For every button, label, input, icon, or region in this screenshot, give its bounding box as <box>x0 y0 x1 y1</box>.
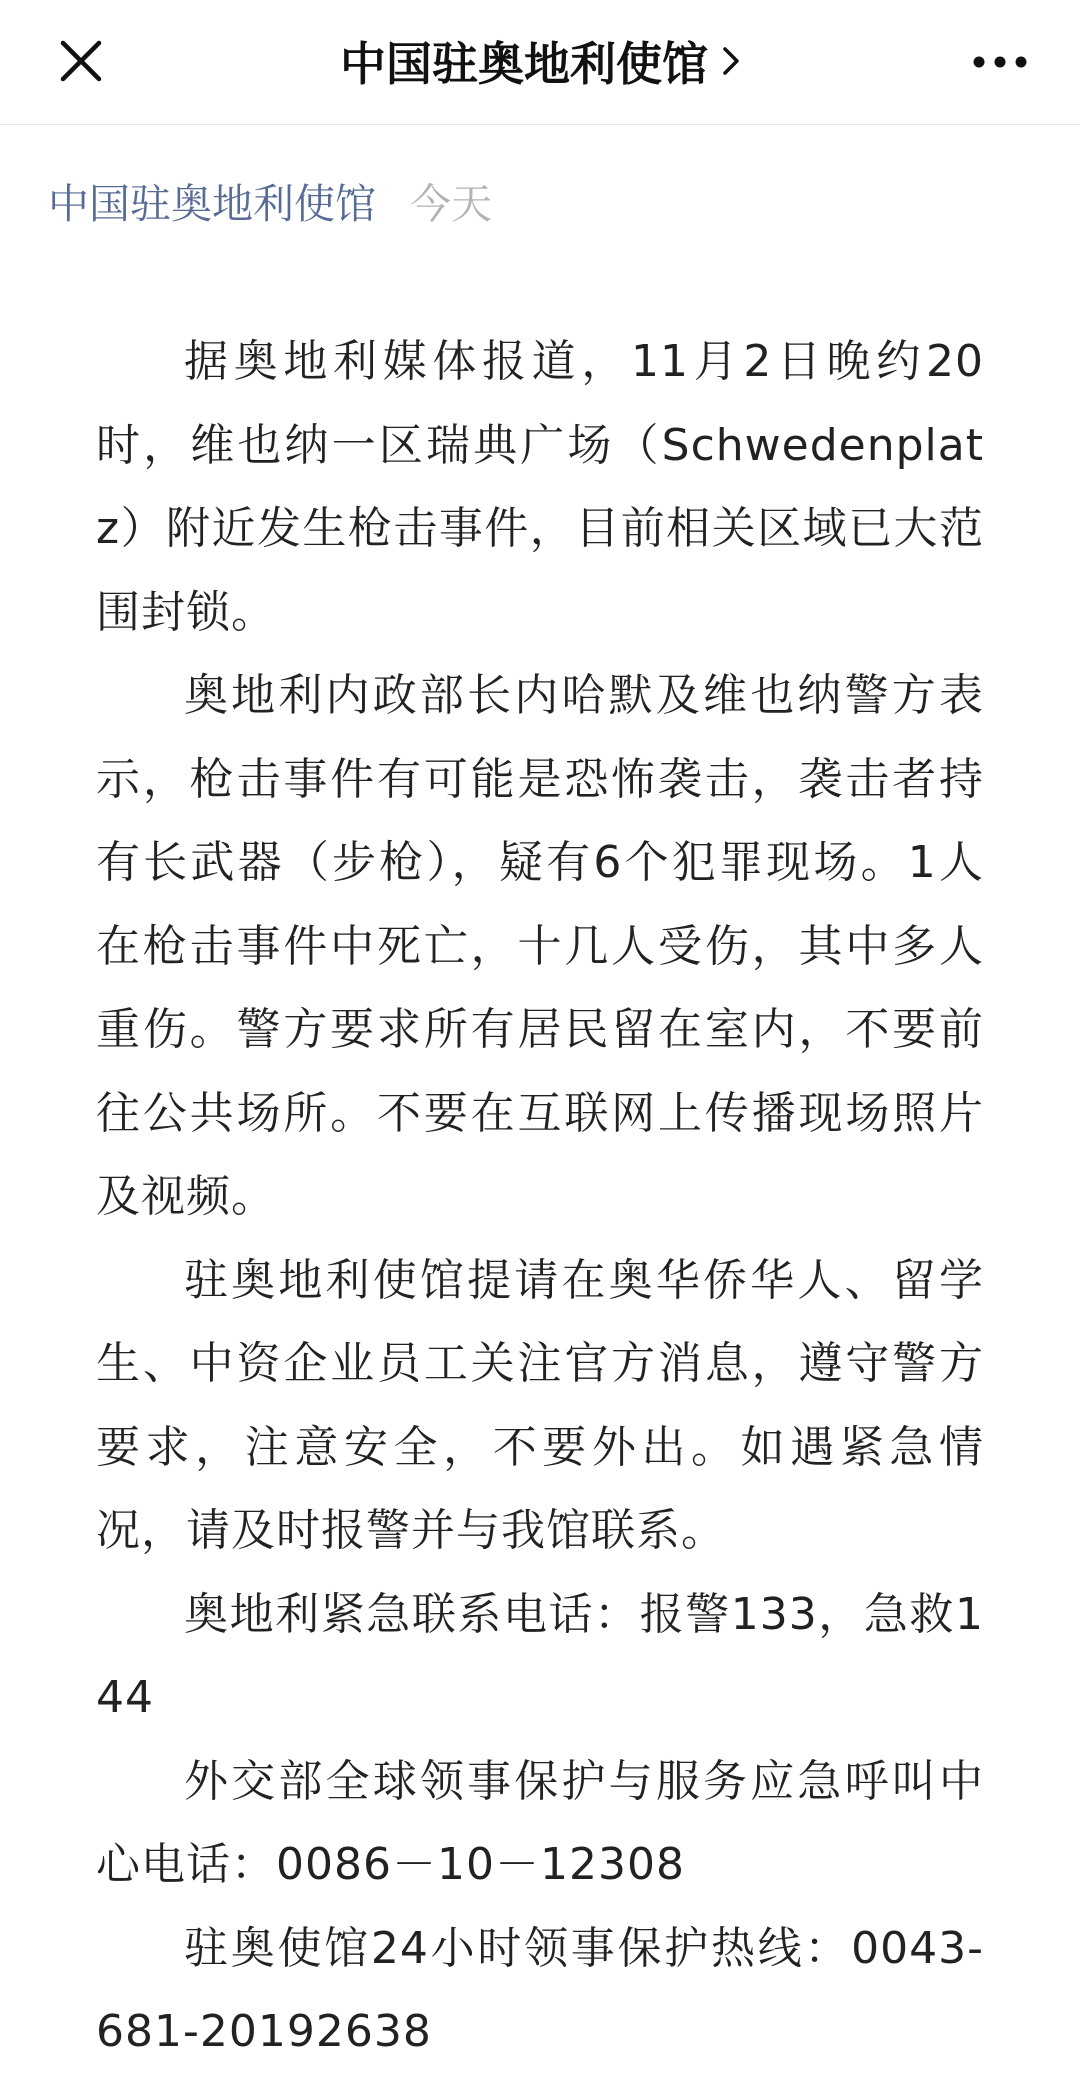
paragraph-emergency-numbers: 奥地利紧急联系电话：报警133，急救144 <box>96 1588 984 1723</box>
article-body <box>96 320 984 2074</box>
more-dots-icon <box>972 55 1028 69</box>
more-button[interactable] <box>960 30 1040 94</box>
paragraph-embassy-hotline: 驻奥使馆24小时领事保护热线：0043-681-20192638 <box>96 1922 984 2057</box>
close-icon <box>59 39 103 83</box>
publish-date: 今天 <box>410 179 492 228</box>
chevron-right-icon <box>722 46 740 76</box>
paragraph-embassy-advice: 驻奥地利使馆提请在奥华侨华人、留学生、中资企业员工关注官方消息，遵守警方要求，注意安全，不要外出。如遇紧急情况，请及时报警并与我馆联系。 <box>96 1254 984 1556</box>
page-title: 中国驻奥地利使馆 <box>340 37 708 91</box>
paragraph-incident-report: 据奥地利媒体报道，11月2日晚约20时，维也纳一区瑞典广场（Schwedenplatz）附近发生枪击事件，目前相关区域已大范围封锁。 <box>96 336 984 638</box>
paragraph-consular-hotline: 外交部全球领事保护与服务应急呼叫中心电话：0086－10－12308 <box>96 1755 984 1890</box>
article-meta <box>48 170 492 230</box>
account-name-link[interactable]: 中国驻奥地利使馆 <box>48 179 376 228</box>
navigation-bar <box>0 0 1080 125</box>
close-button[interactable] <box>48 28 114 94</box>
paragraph-police-statement: 奥地利内政部长内哈默及维也纳警方表示，枪击事件有可能是恐怖袭击，袭击者持有长武器（步枪），疑有6个犯罪现场。1人在枪击事件中死亡，十几人受伤，其中多人重伤。警方要求所有居民留在室内，不要前往公共场所。不要在互联网上传播现场照片及视频。 <box>96 670 984 1222</box>
account-title-link[interactable] <box>200 26 880 96</box>
